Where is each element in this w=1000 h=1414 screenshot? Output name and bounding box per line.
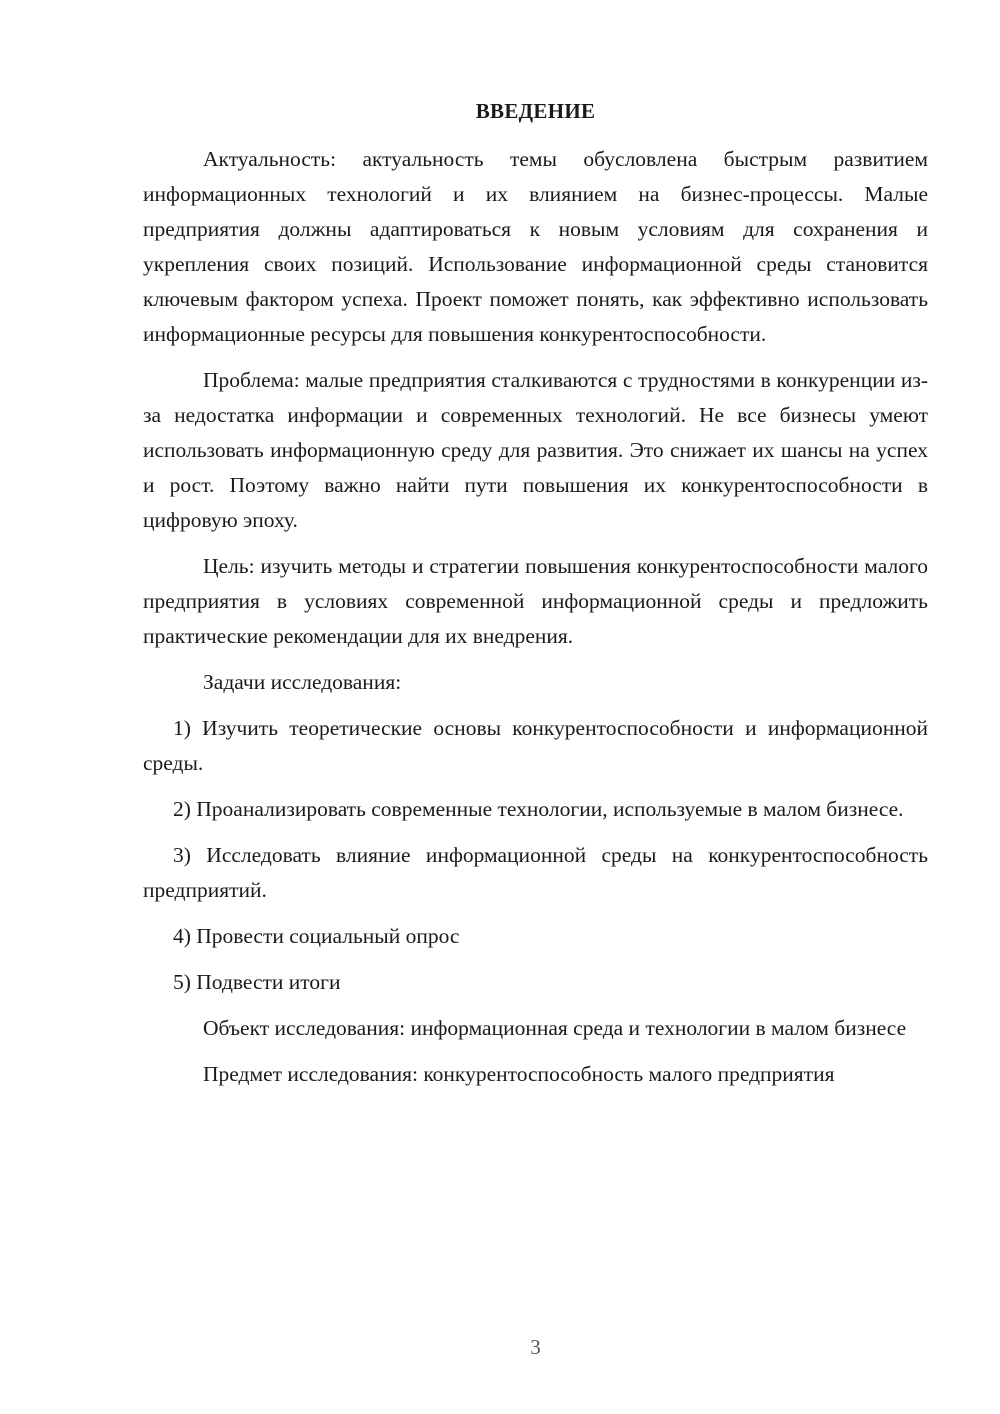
- problem-paragraph: Проблема: малые предприятия сталкиваются с трудностями в конкуренции из-за недостатка информации и современных технологий. Не все бизнесы умеют использовать информационную среду для развития. Это снижает их шансы на успех и рост. Поэтому важно найти пути повышения их конкурентоспособности в цифровую эпоху.: [143, 368, 928, 532]
- task-item: 1) Изучить теоретические основы конкурентоспособности и информационной среды.: [143, 716, 928, 775]
- relevance-paragraph: Актуальность: актуальность темы обусловлена быстрым развитием информационных технологий и их влиянием на бизнес-процессы. Малые предприятия должны адаптироваться к новым условиям для сохранения и укрепления своих позиций. Использование информационной среды становится ключевым фактором успеха. Проект поможет понять, как эффективно использовать информационные ресурсы для повышения конкурентоспособности.: [143, 147, 928, 346]
- subject-paragraph: Предмет исследования: конкурентоспособность малого предприятия: [203, 1062, 835, 1086]
- object-paragraph: Объект исследования: информационная среда и технологии в малом бизнесе: [203, 1016, 907, 1040]
- task-item: 3) Исследовать влияние информационной среды на конкурентоспособность предприятий.: [143, 843, 928, 902]
- task-item: 5) Подвести итоги: [173, 970, 341, 994]
- goal-paragraph: Цель: изучить методы и стратегии повышения конкурентоспособности малого предприятия в условиях современной информационной среды и предложить практические рекомендации для их внедрения.: [143, 554, 928, 648]
- page-number: 3: [530, 1335, 541, 1359]
- document-page: [143, 0, 928, 1414]
- tasks-heading: Задачи исследования:: [203, 670, 402, 694]
- task-item: 2) Проанализировать современные технологии, используемые в малом бизнесе.: [173, 797, 904, 821]
- task-item: 4) Провести социальный опрос: [173, 924, 460, 948]
- page-body: [143, 142, 928, 1103]
- page-title: ВВЕДЕНИЕ: [475, 99, 596, 123]
